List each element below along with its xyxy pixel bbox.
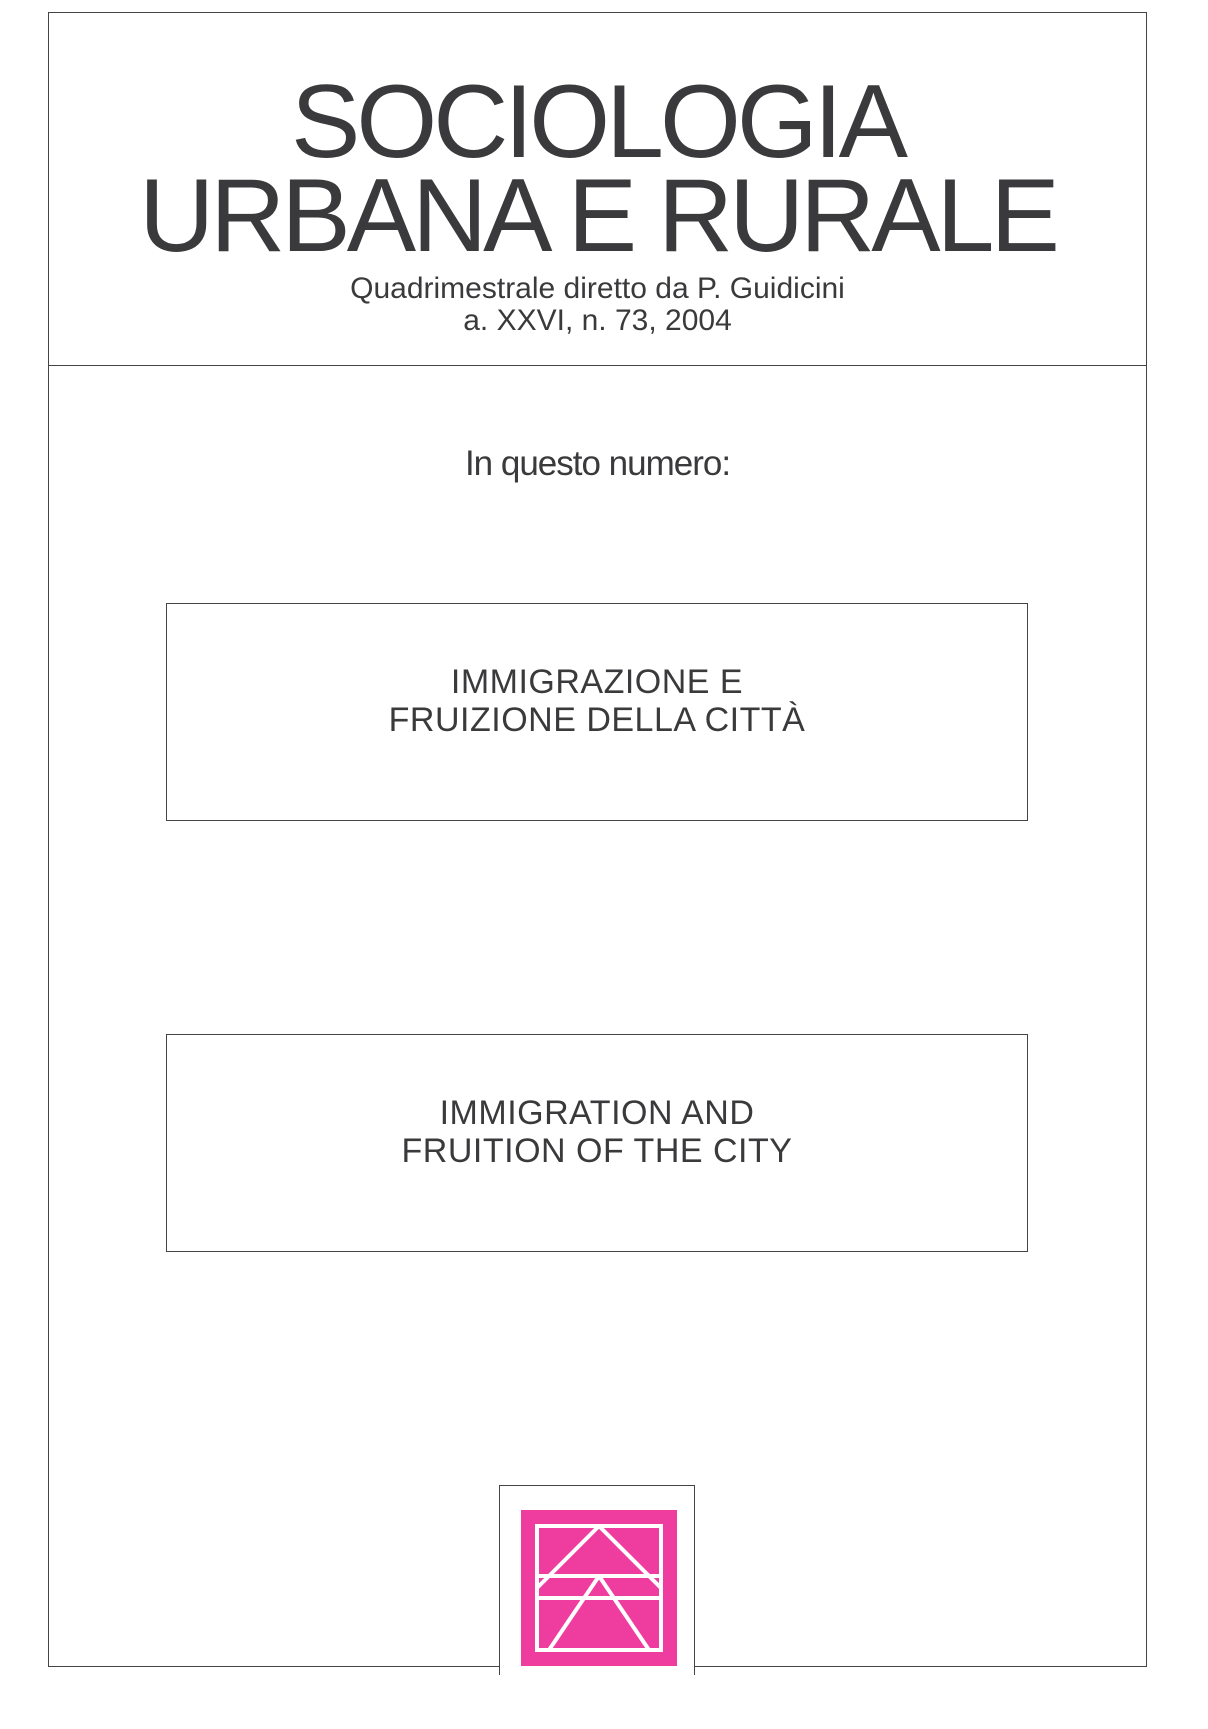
article-title-line2: FRUIZIONE DELLA CITTÀ — [388, 701, 806, 739]
article-title-line2: FRUITION OF THE CITY — [401, 1132, 793, 1170]
header-divider — [48, 365, 1147, 366]
article-title-line1: IMMIGRAZIONE E — [450, 663, 744, 701]
journal-title-line2: URBANA E RURALE — [139, 158, 1056, 274]
contents-heading: In questo numero: — [464, 444, 731, 483]
publisher-logo-icon — [521, 1510, 677, 1666]
article-box-english — [166, 1034, 1028, 1252]
journal-title-line1: SOCIOLOGIA — [290, 64, 905, 180]
journal-subtitle: Quadrimestrale diretto da P. Guidicini — [350, 272, 845, 305]
article-title-line1: IMMIGRATION AND — [439, 1094, 755, 1132]
issue-info: a. XXVI, n. 73, 2004 — [463, 304, 732, 337]
article-box-italian — [166, 603, 1028, 821]
